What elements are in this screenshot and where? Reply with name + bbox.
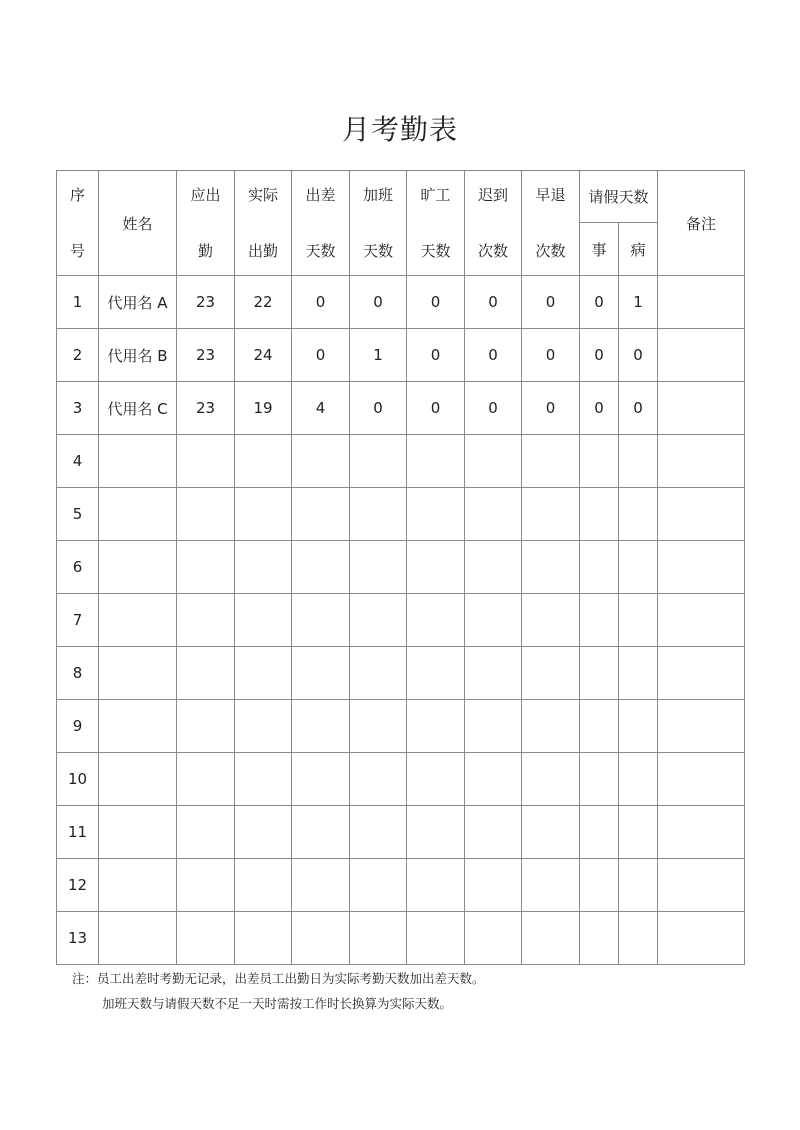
cell-remarks <box>658 912 745 965</box>
cell-trip <box>292 541 350 594</box>
table-row <box>57 382 745 435</box>
cell-actual <box>235 806 292 859</box>
cell-seq: 1 <box>57 276 99 329</box>
header-leave: 请假天数 <box>580 171 658 223</box>
cell-absent <box>407 435 465 488</box>
cell-personal <box>580 912 619 965</box>
cell-early: 0 <box>522 276 580 329</box>
cell-name <box>99 753 177 806</box>
cell-early <box>522 700 580 753</box>
cell-absent <box>407 859 465 912</box>
cell-overtime <box>350 700 407 753</box>
cell-seq: 12 <box>57 859 99 912</box>
cell-trip <box>292 806 350 859</box>
cell-trip <box>292 435 350 488</box>
cell-overtime <box>350 753 407 806</box>
cell-absent: 0 <box>407 382 465 435</box>
cell-trip <box>292 488 350 541</box>
table-row <box>57 647 745 700</box>
cell-late <box>465 488 522 541</box>
cell-late <box>465 806 522 859</box>
cell-sick <box>619 541 658 594</box>
cell-expected: 23 <box>177 382 235 435</box>
cell-trip <box>292 594 350 647</box>
cell-personal: 0 <box>580 329 619 382</box>
cell-expected <box>177 594 235 647</box>
cell-personal: 0 <box>580 382 619 435</box>
cell-late <box>465 594 522 647</box>
cell-overtime <box>350 435 407 488</box>
cell-seq: 8 <box>57 647 99 700</box>
cell-actual <box>235 647 292 700</box>
attendance-table <box>56 170 745 965</box>
cell-expected <box>177 435 235 488</box>
cell-personal <box>580 594 619 647</box>
cell-sick <box>619 806 658 859</box>
table-row <box>57 806 745 859</box>
cell-sick <box>619 912 658 965</box>
cell-late <box>465 859 522 912</box>
cell-remarks <box>658 488 745 541</box>
cell-personal: 0 <box>580 276 619 329</box>
cell-remarks <box>658 276 745 329</box>
table-row <box>57 435 745 488</box>
cell-absent: 0 <box>407 329 465 382</box>
cell-personal <box>580 753 619 806</box>
header-early: 早退 次数 <box>522 171 580 276</box>
cell-seq: 4 <box>57 435 99 488</box>
cell-sick <box>619 488 658 541</box>
cell-name: 代用名 B <box>99 329 177 382</box>
cell-actual <box>235 859 292 912</box>
cell-name <box>99 594 177 647</box>
table-row <box>57 700 745 753</box>
cell-personal <box>580 541 619 594</box>
cell-expected <box>177 541 235 594</box>
cell-absent <box>407 541 465 594</box>
cell-sick <box>619 647 658 700</box>
cell-overtime <box>350 647 407 700</box>
cell-overtime <box>350 541 407 594</box>
cell-remarks <box>658 859 745 912</box>
cell-trip: 4 <box>292 382 350 435</box>
cell-seq: 7 <box>57 594 99 647</box>
cell-name <box>99 647 177 700</box>
cell-remarks <box>658 806 745 859</box>
cell-name: 代用名 C <box>99 382 177 435</box>
cell-late <box>465 753 522 806</box>
cell-trip <box>292 753 350 806</box>
cell-early: 0 <box>522 382 580 435</box>
header-late: 迟到 次数 <box>465 171 522 276</box>
header-overtime: 加班 天数 <box>350 171 407 276</box>
cell-actual <box>235 912 292 965</box>
header-remarks: 备注 <box>658 171 745 276</box>
cell-trip: 0 <box>292 329 350 382</box>
cell-actual <box>235 594 292 647</box>
table-row <box>57 594 745 647</box>
cell-overtime <box>350 859 407 912</box>
cell-trip <box>292 647 350 700</box>
note-line-2: 加班天数与请假天数不足一天时需按工作时长换算为实际天数。 <box>102 996 453 1011</box>
cell-name: 代用名 A <box>99 276 177 329</box>
cell-name <box>99 912 177 965</box>
cell-sick <box>619 753 658 806</box>
cell-personal <box>580 859 619 912</box>
cell-name <box>99 488 177 541</box>
footnotes <box>72 966 485 1016</box>
cell-sick: 0 <box>619 382 658 435</box>
header-actual: 实际 出勤 <box>235 171 292 276</box>
header-expected: 应出 勤 <box>177 171 235 276</box>
cell-personal <box>580 488 619 541</box>
cell-personal <box>580 435 619 488</box>
cell-late: 0 <box>465 329 522 382</box>
cell-name <box>99 541 177 594</box>
cell-actual <box>235 700 292 753</box>
cell-remarks <box>658 647 745 700</box>
cell-sick <box>619 594 658 647</box>
cell-early <box>522 753 580 806</box>
cell-overtime <box>350 488 407 541</box>
cell-actual <box>235 435 292 488</box>
cell-trip <box>292 700 350 753</box>
header-leave-personal: 事 <box>580 223 619 276</box>
cell-trip <box>292 912 350 965</box>
cell-early <box>522 541 580 594</box>
cell-remarks <box>658 382 745 435</box>
cell-seq: 5 <box>57 488 99 541</box>
cell-seq: 10 <box>57 753 99 806</box>
cell-remarks <box>658 541 745 594</box>
table-row <box>57 912 745 965</box>
cell-early <box>522 912 580 965</box>
cell-early: 0 <box>522 329 580 382</box>
cell-absent <box>407 488 465 541</box>
cell-personal <box>580 700 619 753</box>
cell-sick: 0 <box>619 329 658 382</box>
table-row <box>57 859 745 912</box>
cell-overtime <box>350 912 407 965</box>
cell-name <box>99 435 177 488</box>
cell-name <box>99 859 177 912</box>
cell-expected <box>177 806 235 859</box>
cell-remarks <box>658 594 745 647</box>
header-absent: 旷工 天数 <box>407 171 465 276</box>
table-row <box>57 488 745 541</box>
cell-early <box>522 594 580 647</box>
note-line-1: 注：员工出差时考勤无记录，出差员工出勤日为实际考勤天数加出差天数。 <box>72 971 485 986</box>
cell-early <box>522 647 580 700</box>
cell-actual: 22 <box>235 276 292 329</box>
cell-sick <box>619 435 658 488</box>
cell-remarks <box>658 700 745 753</box>
cell-sick <box>619 859 658 912</box>
cell-late <box>465 541 522 594</box>
cell-late <box>465 912 522 965</box>
cell-actual: 24 <box>235 329 292 382</box>
cell-absent: 0 <box>407 276 465 329</box>
cell-early <box>522 488 580 541</box>
cell-overtime: 1 <box>350 329 407 382</box>
cell-early <box>522 859 580 912</box>
cell-absent <box>407 806 465 859</box>
cell-expected <box>177 912 235 965</box>
cell-late: 0 <box>465 382 522 435</box>
cell-personal <box>580 806 619 859</box>
cell-late <box>465 647 522 700</box>
cell-late <box>465 435 522 488</box>
header-name: 姓名 <box>99 171 177 276</box>
cell-expected <box>177 700 235 753</box>
cell-expected: 23 <box>177 276 235 329</box>
header-seq: 序 号 <box>57 171 99 276</box>
cell-actual: 19 <box>235 382 292 435</box>
cell-expected <box>177 488 235 541</box>
cell-overtime <box>350 806 407 859</box>
table-row <box>57 541 745 594</box>
cell-overtime <box>350 594 407 647</box>
header-leave-sick: 病 <box>619 223 658 276</box>
cell-remarks <box>658 329 745 382</box>
cell-remarks <box>658 435 745 488</box>
cell-sick: 1 <box>619 276 658 329</box>
cell-expected <box>177 753 235 806</box>
cell-overtime: 0 <box>350 382 407 435</box>
cell-late <box>465 700 522 753</box>
cell-personal <box>580 647 619 700</box>
cell-name <box>99 806 177 859</box>
page-title: 月考勤表 <box>341 113 458 146</box>
cell-absent <box>407 700 465 753</box>
cell-trip <box>292 859 350 912</box>
cell-early <box>522 806 580 859</box>
cell-seq: 13 <box>57 912 99 965</box>
cell-absent <box>407 594 465 647</box>
cell-absent <box>407 647 465 700</box>
cell-expected: 23 <box>177 329 235 382</box>
table-row <box>57 276 745 329</box>
table-row <box>57 329 745 382</box>
cell-absent <box>407 912 465 965</box>
cell-absent <box>407 753 465 806</box>
cell-seq: 3 <box>57 382 99 435</box>
cell-actual <box>235 488 292 541</box>
cell-seq: 2 <box>57 329 99 382</box>
cell-trip: 0 <box>292 276 350 329</box>
cell-name <box>99 700 177 753</box>
header-trip: 出差 天数 <box>292 171 350 276</box>
cell-expected <box>177 647 235 700</box>
cell-actual <box>235 541 292 594</box>
cell-actual <box>235 753 292 806</box>
cell-overtime: 0 <box>350 276 407 329</box>
cell-remarks <box>658 753 745 806</box>
cell-expected <box>177 859 235 912</box>
cell-seq: 11 <box>57 806 99 859</box>
cell-seq: 9 <box>57 700 99 753</box>
cell-sick <box>619 700 658 753</box>
cell-early <box>522 435 580 488</box>
table-row <box>57 753 745 806</box>
cell-late: 0 <box>465 276 522 329</box>
cell-seq: 6 <box>57 541 99 594</box>
